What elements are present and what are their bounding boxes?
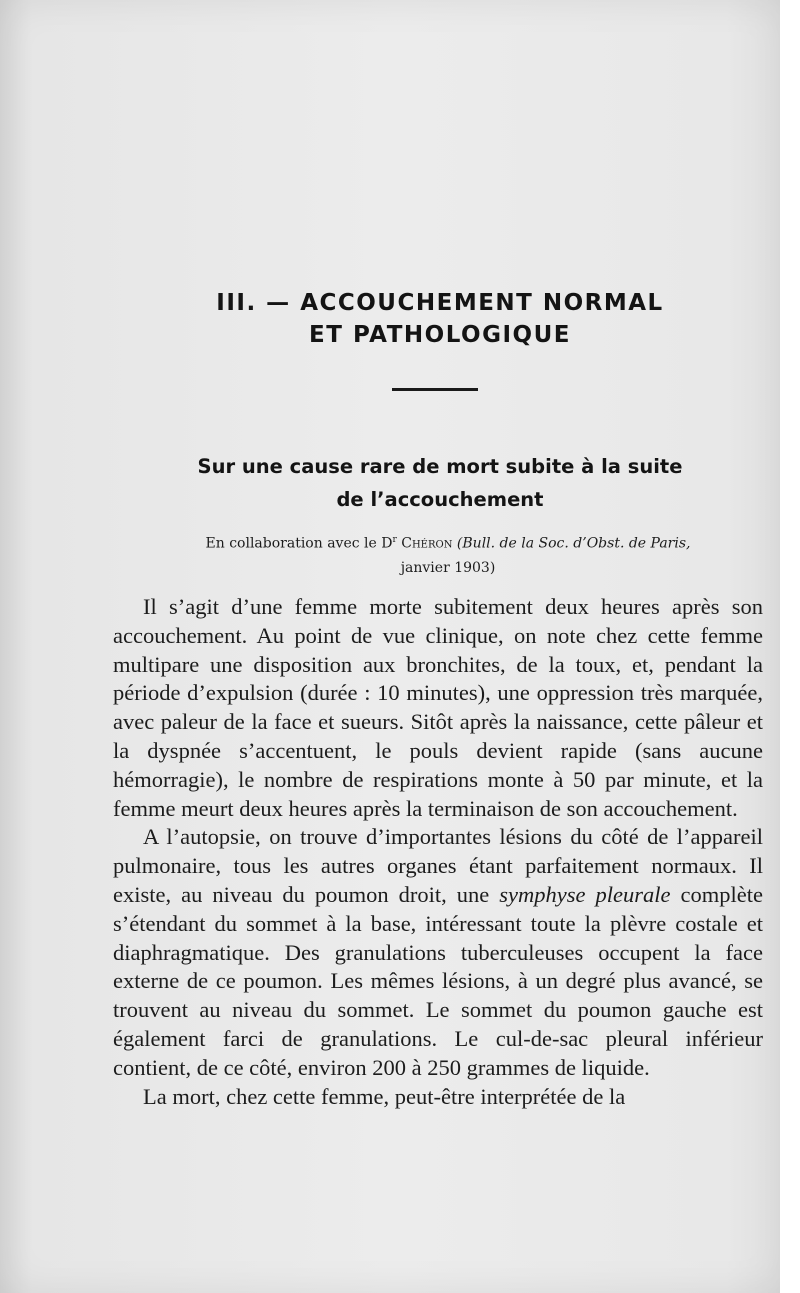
citation-source: (Bull. de la Soc. d’Obst. de Paris,: [456, 535, 691, 552]
section-heading-line-1: III. — ACCOUCHEMENT NORMAL: [216, 290, 664, 316]
paragraph-2: [113, 823, 763, 1082]
paragraph-3: La mort, chez cette femme, peut-être interprétée de la: [143, 1083, 626, 1109]
article-title: [120, 450, 760, 516]
paragraph-1: Il s’agit d’une femme morte subitement deux heures après son accouchement. Au point de vue clinique, on note chez cette femme multipare une disposition aux bronchites, de la toux, et, pendant la période d’expulsion (durée : 10 minutes), une oppression très marquée, avec paleur de la face et sueurs. Sitôt après la naissance, cette pâleur et la dyspnée s’accentuent, le pouls devient rapide (sans aucune hémorragie), le nombre de respirations monte à 50 par minute, et la femme meurt deux heures après la terminaison de son accouchement.: [113, 594, 763, 821]
paragraph-2-start: A l’autopsie, on trouve d’importantes lésions du côté de l’appareil pulmonaire, tous les autres organes étant parfaitement normaux. Il existe, au niveau du poumon droit, une: [113, 824, 763, 907]
article-title-line-1: Sur une cause rare de mort subite à la suite: [197, 455, 683, 478]
paragraph-2-end: complète s’étendant du sommet à la base, intéressant toute la plèvre costale et diaphragmatique. Des granulations tuberculeuses occupent la face externe de ce poumon. Les mêmes lésions, à un degré plus avancé, se trouvent au niveau du sommet. Le sommet du poumon gauche est également farci de granulations. Le cul-de-sac pleural inférieur contient, de ce côté, environ 200 à 250 grammes de liquide.: [113, 881, 763, 1080]
section-divider: [392, 388, 478, 391]
page-edge: [780, 0, 790, 1293]
coauthor-name: Chéron: [401, 535, 453, 552]
article-title-line-2: de l’accouchement: [336, 488, 544, 511]
collaboration-line-1: [148, 528, 748, 556]
paragraph-2-emphasis: symphyse pleurale: [499, 881, 671, 907]
section-heading-line-2: ET PATHOLOGIQUE: [309, 322, 571, 348]
collaboration-prefix: En collaboration avec le D: [205, 535, 393, 552]
doctor-abbrev-sup: r: [392, 535, 397, 545]
collaboration-note: [148, 528, 748, 580]
article-body: [113, 593, 763, 1111]
citation-date: janvier 1903): [400, 559, 496, 576]
section-heading: [140, 287, 740, 351]
